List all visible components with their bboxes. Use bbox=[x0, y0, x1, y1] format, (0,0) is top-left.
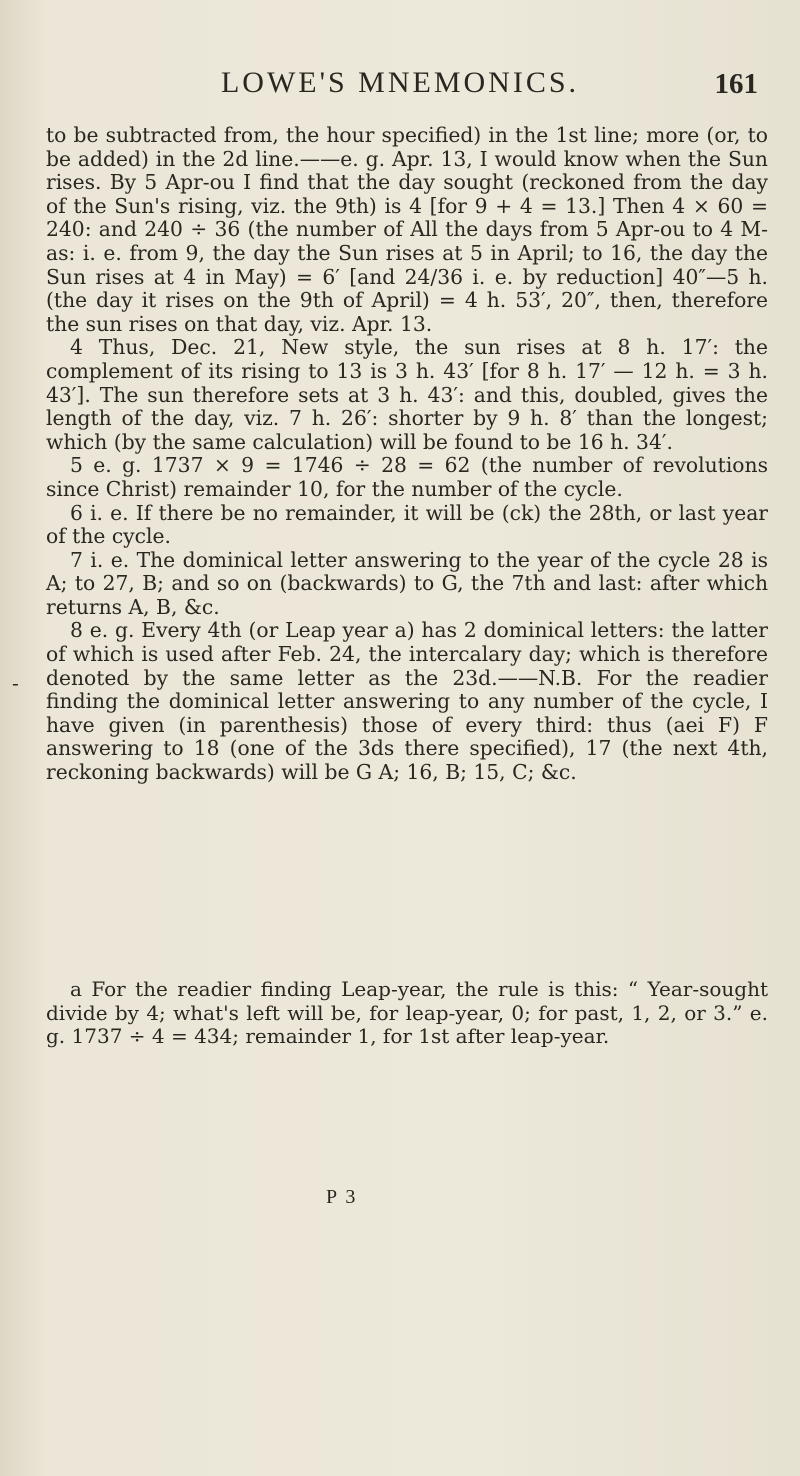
running-head: LOWE'S MNEMONICS. bbox=[220, 66, 580, 99]
body-text bbox=[46, 124, 768, 785]
paragraph-note-5: 5 e. g. 1737 × 9 = 1746 ÷ 28 = 62 (the number of revolutions since Christ) remainder 10, for the number of the cycle. bbox=[46, 453, 768, 501]
paragraph-note-6: 6 i. e. If there be no remainder, it will be (ck) the 28th, or last year of the cycle. bbox=[46, 500, 768, 549]
paragraph-note-7: 7 i. e. The dominical letter answering to the year of the cycle 28 is A; to 27, B; and so on (backwards) to G, the 7th and last: after which returns A, B, &c. bbox=[46, 547, 768, 619]
signature-mark: P 3 bbox=[326, 1186, 358, 1208]
page-header bbox=[0, 66, 800, 106]
paragraph-note-4: 4 Thus, Dec. 21, New style, the sun rises at 8 h. 17′: the complement of its rising to 13 is 3 h. 43′ [for 8 h. 17′ — 12 h. = 3 h. 43′]. The sun therefore sets at 3 h. 43′: and this, doubled, gives the length of the day, viz. 7 h. 26′: shorter by 9 h. 8′ than the longest; which (by the same calculation) will be found to be 16 h. 34′. bbox=[46, 335, 768, 454]
paragraph-intro: to be subtracted from, the hour specified) in the 1st line; more (or, to be added) in the 2d line.——e. g. Apr. 13, I would know when the Sun rises. By 5 Apr-ou I find that the day sought (reckoned from the day of the Sun's rising, viz. the 9th) is 4 [for 9 + 4 = 13.] Then 4 × 60 = 240: and 240 ÷ 36 (the number of All the days from 5 Apr-ou to 4 M-as: i. e. from 9, the day the Sun rises at 5 in April; to 16, the day the Sun rises at 4 in May) = 6′ [and 24/36 i. e. by reduction] 40″—5 h. (the day it rises on the 9th of April) = 4 h. 53′, 20″, then, therefore the sun rises on that day, viz. Apr. 13. bbox=[46, 123, 768, 336]
footnote bbox=[46, 978, 768, 1049]
margin-mark: - bbox=[12, 671, 19, 695]
page-number: 161 bbox=[714, 68, 758, 100]
footnote-text: a For the readier finding Leap-year, the rule is this: “ Year-sought divide by 4; what's left will be, for leap-year, 0; for past, 1, 2, or 3.” e. g. 1737 ÷ 4 = 434; remainder 1, for 1st after leap-year. bbox=[46, 977, 768, 1049]
paragraph-note-8: 8 e. g. Every 4th (or Leap year a) has 2 dominical letters: the latter of which is used after Feb. 24, the intercalary day; which is therefore denoted by the same letter as the 23d.——N.B. For the readier finding the dominical letter answering to any number of the cycle, I have given (in parenthesis) those of every third: thus (aei F) F answering to 18 (one of the 3ds there specified), 17 (the next 4th, reckoning backwards) will be G A; 16, B; 15, C; &c. bbox=[46, 618, 768, 785]
